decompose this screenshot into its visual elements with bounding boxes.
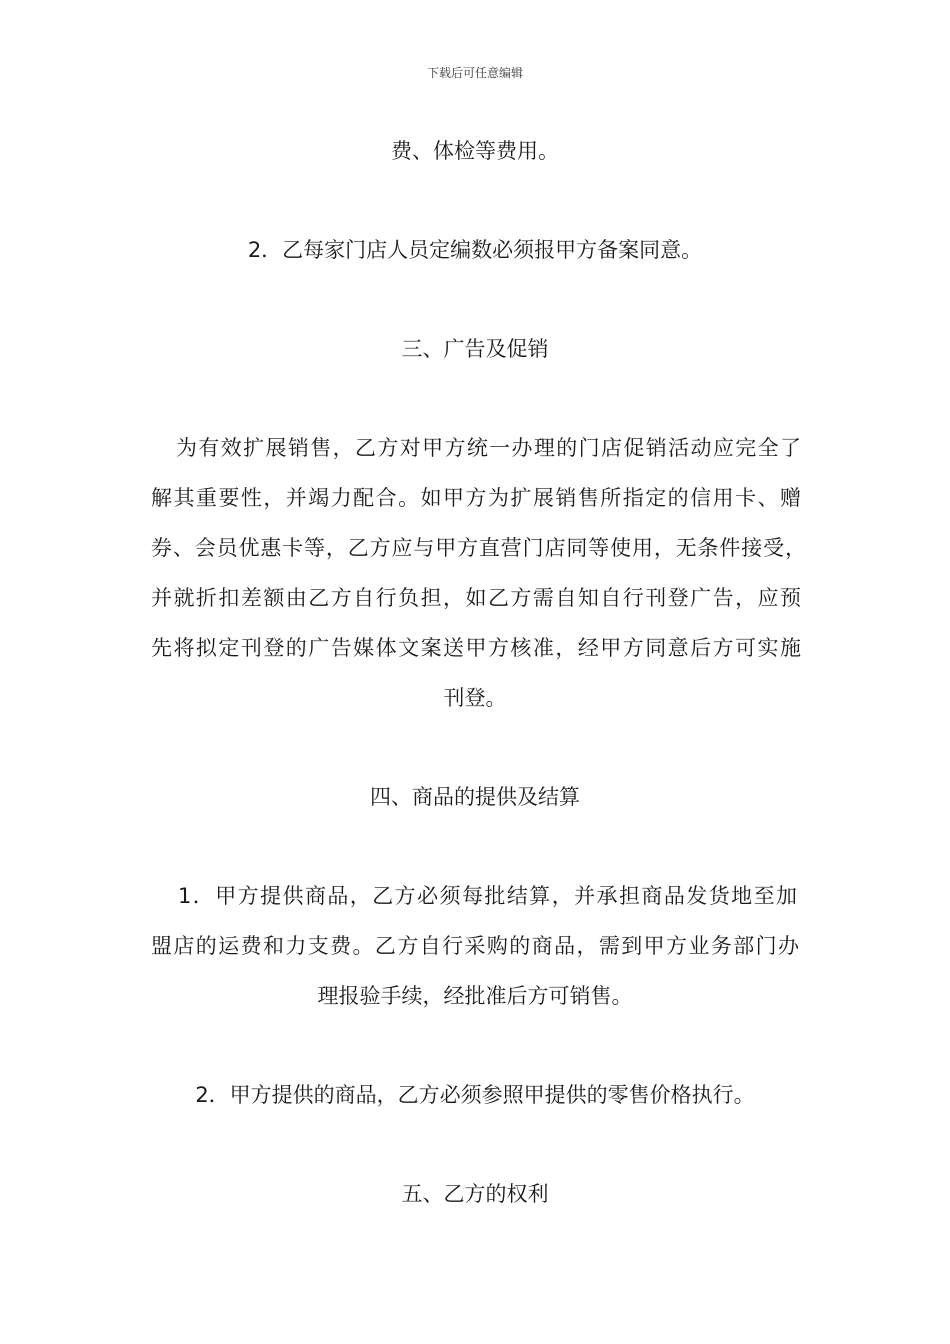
section-heading-party-b-rights: 五、乙方的权利 <box>401 1182 549 1206</box>
text-item-staff-quota: 2．乙每家门店人员定编数必须报甲方备案同意。 <box>247 238 703 262</box>
paragraph-line: 盟店的运费和力支费。乙方自行采购的商品，需到甲方业务部门办 <box>151 934 799 958</box>
paragraph-line: 券、会员优惠卡等，乙方应与甲方直营门店同等使用，无条件接受， <box>151 536 806 560</box>
paragraph-line: 先将拟定刊登的广告媒体文案送甲方核准，经甲方同意后方可实施 <box>151 636 801 660</box>
section-heading-advertising: 三、广告及促销 <box>401 337 549 361</box>
paragraph-line: 为有效扩展销售，乙方对甲方统一办理的门店促销活动应完全了 <box>176 436 801 460</box>
paragraph-line: 刊登。 <box>443 686 507 710</box>
paragraph-line: 并就折扣差额由乙方自行负担，如乙方需自知自行刊登广告，应预 <box>151 586 801 610</box>
text-line-fee: 费、体检等费用。 <box>391 139 559 163</box>
page-header-watermark: 下载后可任意编辑 <box>426 66 523 80</box>
paragraph-line: 理报验手续，经批准后方可销售。 <box>317 984 633 1008</box>
paragraph-line: 1．甲方提供商品，乙方必须每批结算，并承担商品发货地至加 <box>178 884 797 908</box>
text-item-retail-price: 2．甲方提供的商品，乙方必须参照甲提供的零售价格执行。 <box>195 1083 755 1107</box>
section-heading-goods-settlement: 四、商品的提供及结算 <box>370 785 580 809</box>
paragraph-line: 解其重要性，并竭力配合。如甲方为扩展销售所指定的信用卡、赠 <box>151 486 801 510</box>
